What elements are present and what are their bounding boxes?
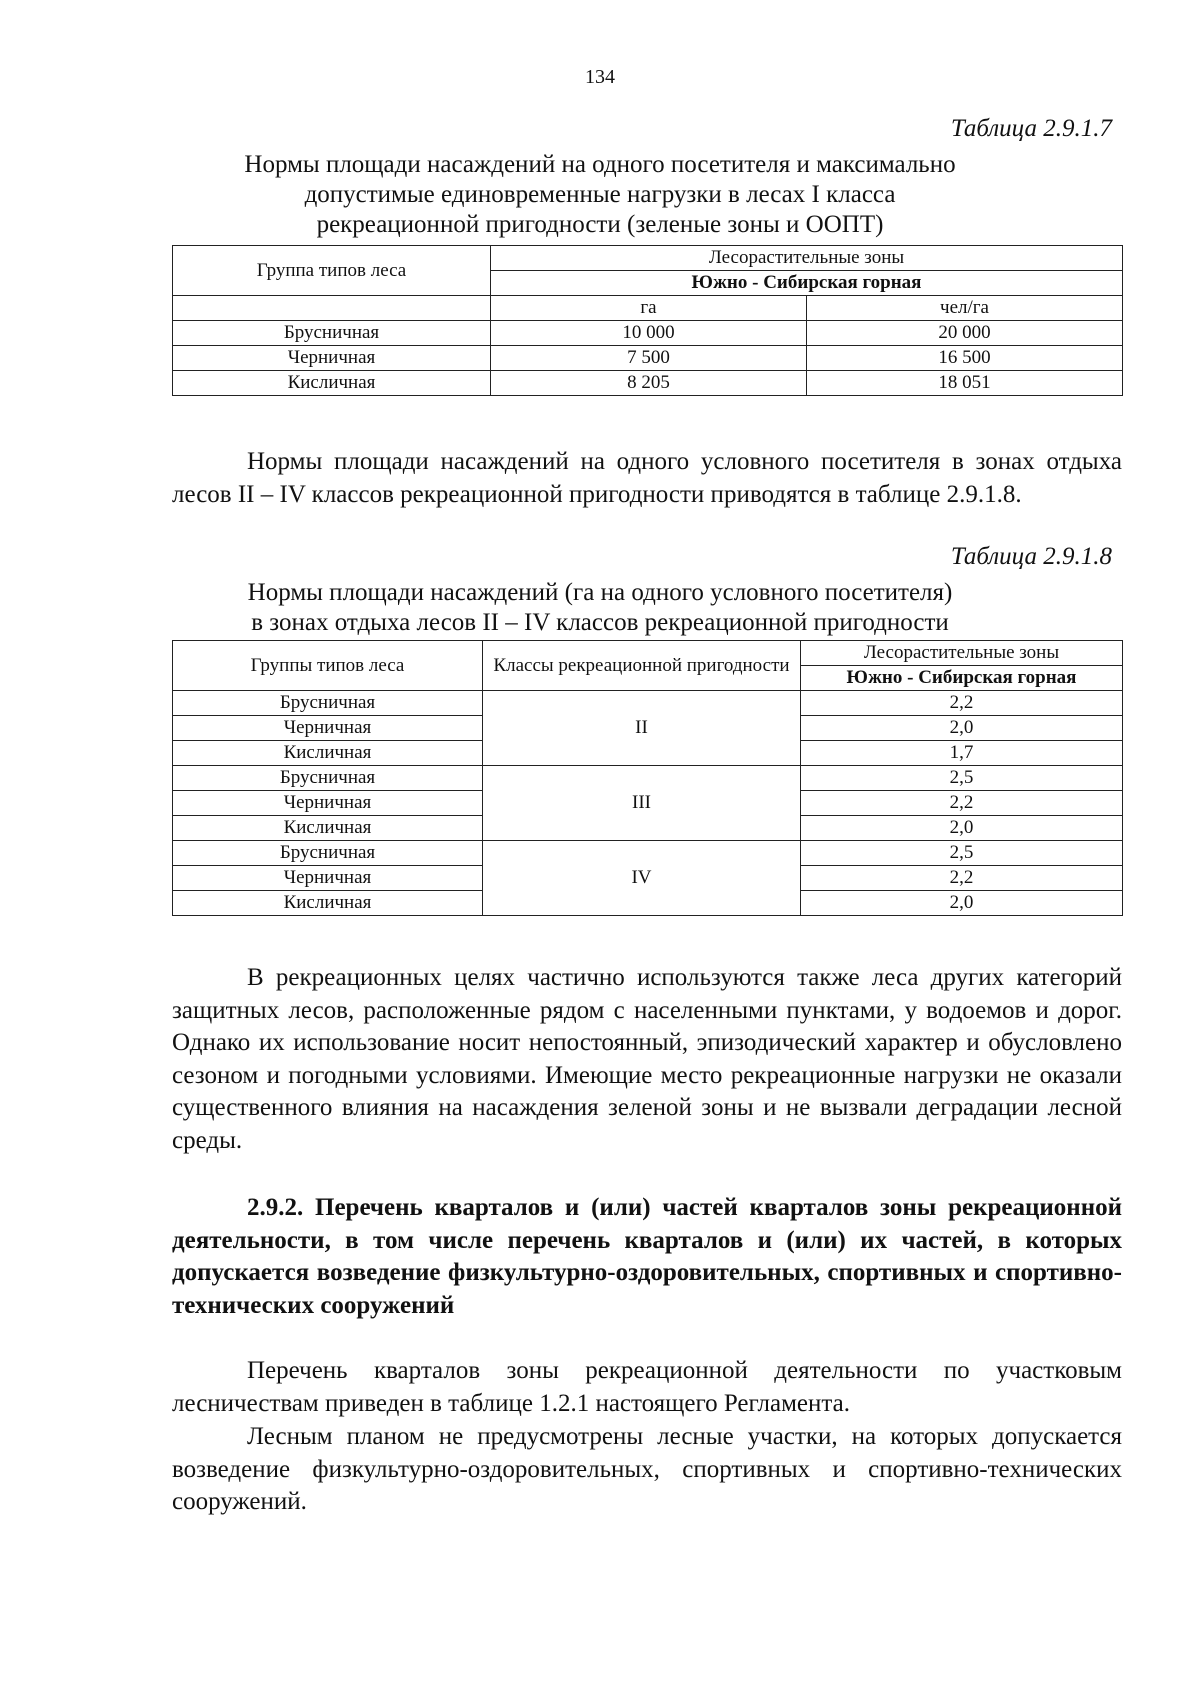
header-zone-name: Южно - Сибирская горная	[491, 271, 1123, 296]
paragraph-recreation: В рекреационных целях частично используются также леса других категорий защитных лесов, расположенные рядом с населенными пунктами, у водоемов и дорог. Однако их использование носит непостоянный, эпизодический характер и обусловлено сезоном и погодными условиями. Имеющие место рекреационные нагрузки не оказали существенного влияния на насаждения зеленой зоны и не вызвали деградации лесной среды.	[172, 964, 1122, 1154]
cell-type: Брусничная	[173, 841, 483, 866]
table-row	[173, 371, 1123, 396]
cell-class: II	[483, 691, 801, 766]
caption-line: Нормы площади насаждений на одного посетителя и максимально	[244, 151, 956, 178]
cell-per-ha: 16 500	[807, 346, 1123, 371]
cell-type: Кисличная	[173, 891, 483, 916]
table-label-2-9-1-7: Таблица 2.9.1.7	[950, 115, 1112, 142]
table-row	[173, 321, 1123, 346]
table2-caption	[140, 578, 1060, 638]
cell-type: Брусничная	[173, 691, 483, 716]
header-ha: га	[491, 296, 807, 321]
cell-value: 2,0	[801, 891, 1123, 916]
header-groups: Группы типов леса	[173, 641, 483, 691]
header-zones: Лесорастительные зоны	[491, 246, 1123, 271]
table-row	[173, 346, 1123, 371]
cell-value: 2,2	[801, 866, 1123, 891]
cell-value: 1,7	[801, 741, 1123, 766]
cell-type: Кисличная	[173, 371, 491, 396]
cell-type: Кисличная	[173, 741, 483, 766]
header-zones: Лесорастительные зоны	[801, 641, 1123, 666]
cell-value: 2,0	[801, 816, 1123, 841]
cell-value: 2,5	[801, 766, 1123, 791]
cell-value: 2,5	[801, 841, 1123, 866]
cell-type: Брусничная	[173, 321, 491, 346]
header-group: Группа типов леса	[173, 246, 491, 296]
table-label-2-9-1-8: Таблица 2.9.1.8	[950, 543, 1112, 570]
header-per-ha: чел/га	[807, 296, 1123, 321]
table-row	[173, 691, 1123, 716]
cell-class: IV	[483, 841, 801, 916]
table-row	[173, 841, 1123, 866]
page-number: 134	[585, 66, 615, 88]
cell-type: Кисличная	[173, 816, 483, 841]
section-heading-2-9-2: 2.9.2. Перечень кварталов и (или) частей кварталов зоны рекреационной деятельности, в том числе перечень кварталов и (или) их частей, в которых допускается возведение физкультурно-оздоровительных, спортивных и спортивно-технических сооружений	[172, 1194, 1122, 1319]
paragraph-quarters-list: Перечень кварталов зоны рекреационной деятельности по участковым лесничествам приведен в таблице 1.2.1 настоящего Регламента.	[172, 1357, 1122, 1417]
cell-per-ha: 18 051	[807, 371, 1123, 396]
cell-value: 2,0	[801, 716, 1123, 741]
caption-line: рекреационной пригодности (зеленые зоны и ООПТ)	[316, 211, 884, 238]
table1-caption	[140, 150, 1060, 240]
cell-type: Брусничная	[173, 766, 483, 791]
caption-line: в зонах отдыха лесов II – IV классов рекреационной пригодности	[251, 609, 949, 636]
cell-value: 2,2	[801, 691, 1123, 716]
paragraph-forest-plan: Лесным планом не предусмотрены лесные участки, на которых допускается возведение физкультурно-оздоровительных, спортивных и спортивно-технических сооружений.	[172, 1423, 1122, 1516]
header-zone-name: Южно - Сибирская горная	[801, 666, 1123, 691]
paragraph-intro-table2: Нормы площади насаждений на одного условного посетителя в зонах отдыха лесов II – IV классов рекреационной пригодности приводятся в таблице 2.9.1.8.	[172, 448, 1122, 508]
cell-ha: 10 000	[491, 321, 807, 346]
cell-ha: 7 500	[491, 346, 807, 371]
cell-per-ha: 20 000	[807, 321, 1123, 346]
table-2-9-1-7	[172, 245, 1123, 396]
cell-type: Черничная	[173, 346, 491, 371]
cell-type: Черничная	[173, 716, 483, 741]
cell-type: Черничная	[173, 791, 483, 816]
header-classes: Классы рекреационной пригодности	[483, 641, 801, 691]
cell-class: III	[483, 766, 801, 841]
table-2-9-1-8	[172, 640, 1123, 916]
caption-line: допустимые единовременные нагрузки в лесах I класса	[304, 181, 896, 208]
cell-type: Черничная	[173, 866, 483, 891]
table-row	[173, 766, 1123, 791]
header-empty	[173, 296, 491, 321]
cell-ha: 8 205	[491, 371, 807, 396]
caption-line: Нормы площади насаждений (га на одного условного посетителя)	[247, 579, 953, 606]
cell-value: 2,2	[801, 791, 1123, 816]
